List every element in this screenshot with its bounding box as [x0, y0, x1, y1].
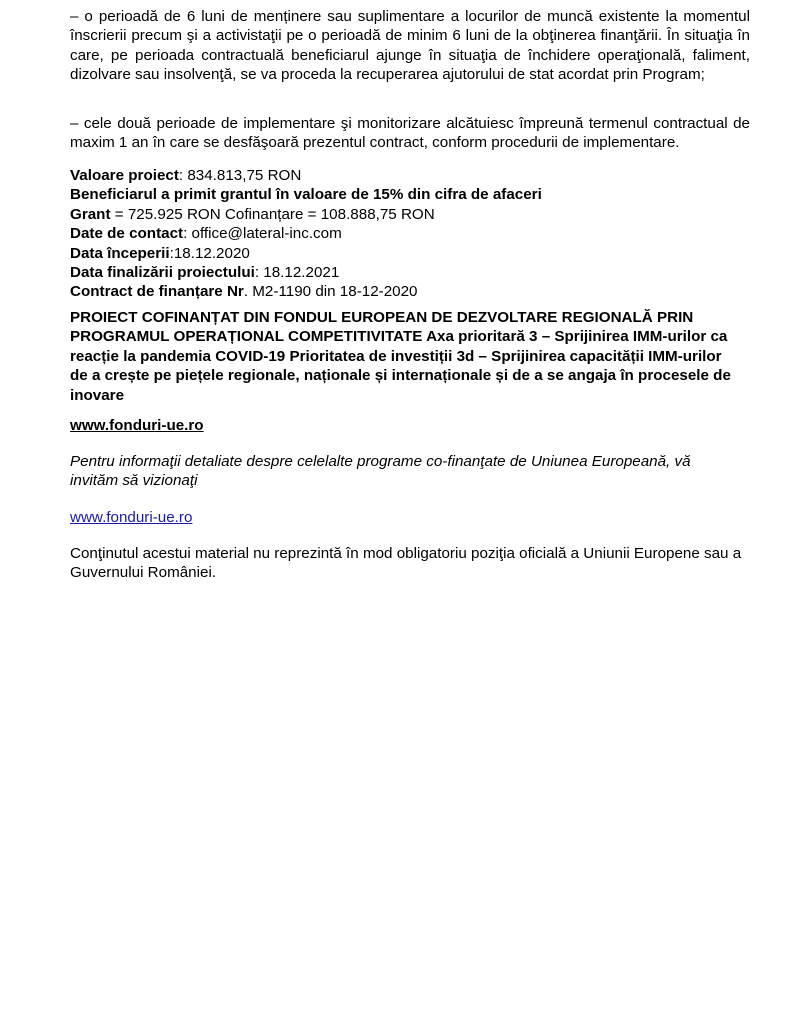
intro-paragraph-1: – o perioadă de 6 luni de menținere sau suplimentare a locurilor de muncă existente la momentul înscrierii precum şi a activistaţii pe o perioadă de minim 6 luni de la obţinerea finanţării. În situaţia în care, pe perioada contractuală beneficiarul ajunge în situaţia de închidere operaţională, faliment, dizolvare sau insolvenţă, se va proceda la recuperarea ajutorului de stat acordat prin Program; — [70, 8, 750, 84]
link-plain-row — [70, 508, 750, 527]
info-italic-line-2: invităm să vizionaţi — [70, 472, 198, 490]
info-italic-line-1: Pentru informaţii detaliate despre celelalte programe co-finanţate de Uniunea Europeană, vă — [70, 453, 691, 470]
disclaimer-line-1: Conţinutul acestui material nu reprezintă în mod obligatoriu poziţia oficială a Uniunii Europene sau a — [70, 545, 742, 562]
project-heading-line: PROIECT COFINANȚAT DIN FONDUL EUROPEAN DE DEZVOLTARE REGIONALĂ PRIN — [70, 309, 694, 326]
detail-valoare-label: Valoare proiect — [70, 167, 179, 184]
project-heading-line: PROGRAMUL OPERAȚIONAL COMPETITIVITATE Axa prioritară 3 – Sprijinirea IMM-urilor ca — [70, 328, 728, 346]
detail-start-value: :18.12.2020 — [169, 244, 250, 262]
fonduri-ue-link[interactable]: www.fonduri-ue.ro — [70, 509, 193, 526]
detail-grant-label: Grant — [70, 205, 111, 223]
detail-contract — [70, 282, 750, 301]
disclaimer — [70, 544, 750, 583]
intro-paragraph-2: – cele două perioade de implementare şi monitorizare alcătuiesc împreună termenul contractual de maxim 1 an în care se desfăşoară prezentul contract, conform procedurii de implementare. — [70, 115, 750, 152]
disclaimer-line-2: Guvernului României. — [70, 564, 217, 582]
detail-contract-label: Contract de finanțare Nr — [70, 283, 244, 301]
detail-beneficiar: Beneficiarul a primit grantul în valoare de 15% din cifra de afaceri — [70, 186, 542, 204]
detail-end — [70, 263, 750, 282]
project-heading-line: de a crește pe piețele regionale, naționale și internaționale și de a se angaja în procesele de — [70, 367, 731, 385]
detail-end-value: : 18.12.2021 — [254, 264, 340, 282]
project-heading — [70, 308, 750, 405]
detail-grant-value: = 725.925 RON Cofinanțare = 108.888,75 RON — [110, 205, 435, 223]
detail-contact-label: Date de contact — [70, 225, 184, 243]
detail-grant — [70, 205, 750, 224]
info-italic — [70, 452, 750, 491]
fonduri-ue-link-bold[interactable]: www.fonduri-ue.ro — [70, 417, 204, 434]
link-bold-row — [70, 416, 750, 435]
detail-start-label: Data începerii — [70, 244, 170, 262]
detail-contact — [70, 224, 750, 243]
detail-start — [70, 244, 750, 263]
project-heading-line: reacție la pandemia COVID-19 Prioritatea de investiții 3d – Sprijinirea capacității IMM-urilor — [70, 347, 722, 365]
detail-end-label: Data finalizării proiectului — [70, 264, 255, 282]
detail-contract-value: . M2-1190 din 18-12-2020 — [243, 283, 418, 301]
detail-contact-value: : office@lateral-inc.com — [183, 225, 342, 243]
project-heading-line: inovare — [70, 386, 125, 404]
project-details — [70, 166, 750, 302]
detail-valoare — [70, 166, 750, 185]
detail-valoare-value: : 834.813,75 RON — [178, 167, 302, 184]
